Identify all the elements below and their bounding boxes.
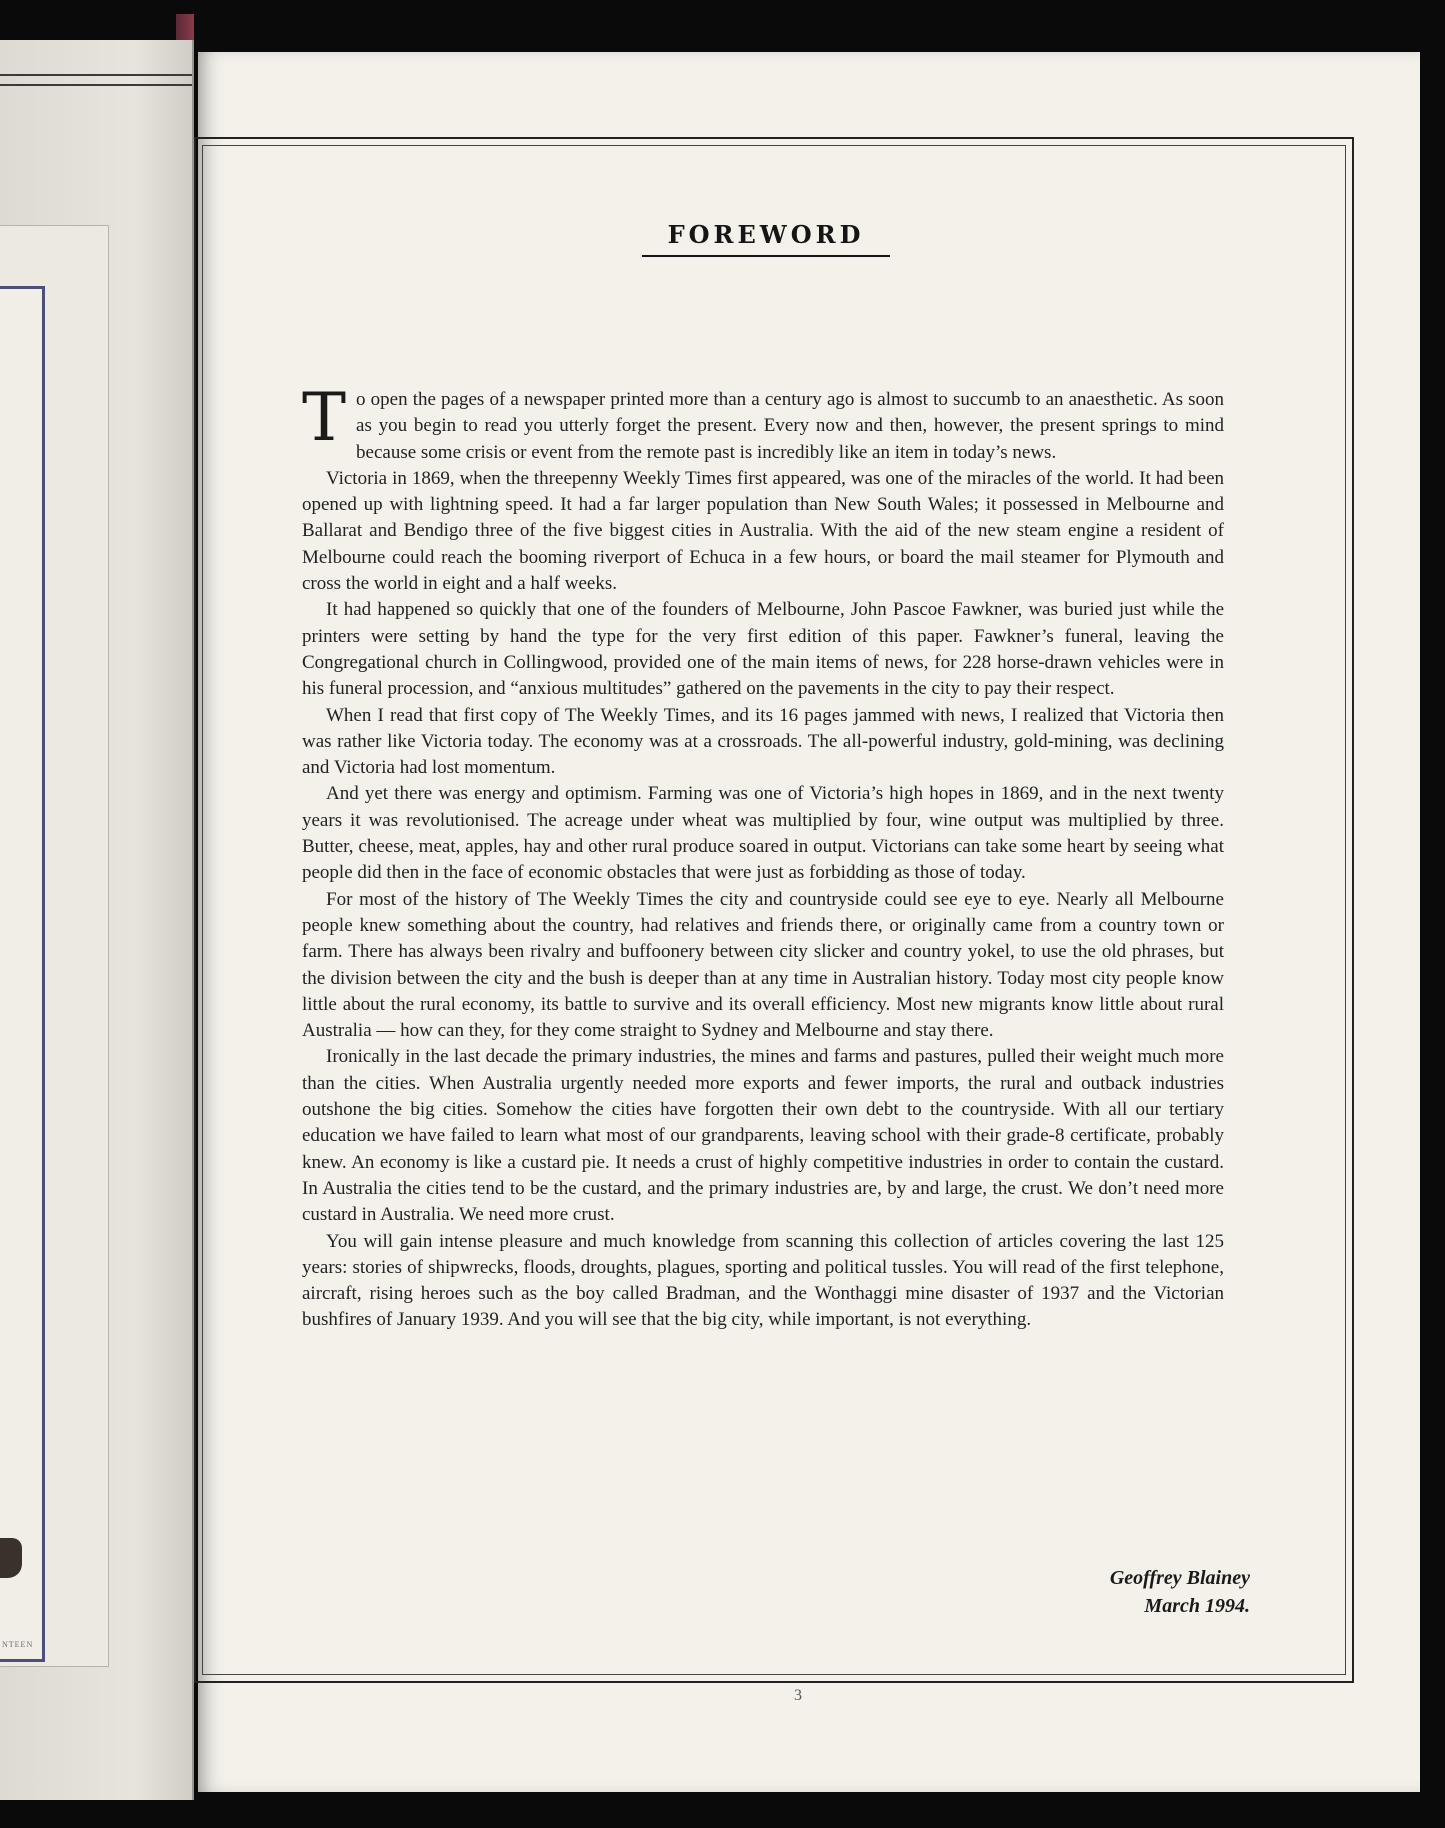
left-page-rule: [0, 74, 192, 76]
illustration-object: [0, 1538, 22, 1578]
paragraph-text: o open the pages of a newspaper printed more than a century ago is almost to succumb to an anaesthetic. As soon as you begin to read you utterly forget the present. Every now and then, however, the present springs to mind because some crisis or event from the remote past is incredibly like an item in today’s news.: [356, 389, 1224, 463]
right-page: [198, 52, 1420, 1792]
left-page-rule: [0, 84, 192, 86]
signature-block: [1110, 1564, 1250, 1620]
signature-date: March 1994.: [1144, 1595, 1250, 1617]
paragraph-6: For most of the history of The Weekly Times the city and countryside could see eye to eye. Nearly all Melbourne people knew something about the country, had relatives and friends there, or originally came from a country town or farm. There has always been rivalry and buffoonery between city slicker and country yokel, to use the old phrases, but the division between the city and the bush is deeper than at any time in Australian history. Today most city people know little about the rural economy, its battle to survive and its overall efficiency. Most new migrants know little about rural Australia — how can they, for they come straight to Sydney and Melbourne and stay there.: [302, 888, 1224, 1042]
paragraph-5: And yet there was energy and optimism. Farming was one of Victoria’s high hopes in 1869, and in the next twenty years it was revolutionised. The acreage under wheat was multiplied by four, wine output was multiplied by three. Butter, cheese, meat, apples, hay and other rural produce soared in output. Victorians can take some heart by seeing what people did then in the face of economic obstacles that were just as forbidding as those of today.: [302, 783, 1224, 884]
drop-cap: T: [302, 379, 347, 456]
left-page-caption: NTEEN: [2, 1640, 34, 1649]
illustration-frame: [0, 286, 45, 1662]
foreword-body: [302, 379, 1224, 1334]
paragraph-1: [302, 379, 1224, 466]
author-name: Geoffrey Blainey: [1109, 1567, 1250, 1589]
left-page-illustration: [0, 225, 109, 1667]
paragraph-2: Victoria in 1869, when the threepenny Weekly Times first appeared, was one of the miracles of the world. It had been opened up with lightning speed. It had a far larger population than New South Wales; it possessed in Melbourne and Ballarat and Bendigo three of the five biggest cities in Australia. With the aid of the new steam engine a resident of Melbourne could reach the booming riverport of Echuca in a few hours, or board the mail steamer for Plymouth and cross the world in eight and a half weeks.: [302, 467, 1224, 595]
paragraph-8: You will gain intense pleasure and much knowledge from scanning this collection of articles covering the last 125 years: stories of shipwrecks, floods, droughts, plagues, sporting and political tussles. You will read of the first telephone, aircraft, rising heroes such as the boy called Bradman, and the Wonthaggi mine disaster of 1937 and the Victorian bushfires of January 1939. And you will see that the big city, while important, is not everything.: [302, 1230, 1224, 1331]
left-page: [0, 40, 194, 1800]
paragraph-7: Ironically in the last decade the primary industries, the mines and farms and pastures, pulled their weight much more than the cities. When Australia urgently needed more exports and fewer imports, the rural and outback industries outshone the big cities. Somehow the cities have forgotten their own debt to the countryside. With all our tertiary education we have failed to learn what most of our grandparents, leaving school with their grade-8 certificate, probably knew. An economy is like a custard pie. It needs a crust of highly competitive industries in order to contain the custard. In Australia the cities tend to be the custard, and the primary industries are, by and large, the crust. We don’t need more custard in Australia. We need more crust.: [302, 1046, 1224, 1226]
page-number: 3: [794, 1687, 802, 1704]
paragraph-4: When I read that first copy of The Weekly Times, and its 16 pages jammed with news, I realized that Victoria then was rather like Victoria today. The economy was at a crossroads. The all-powerful industry, gold-mining, was declining and Victoria had lost momentum.: [302, 704, 1224, 779]
title-underline: [642, 255, 890, 257]
paragraph-3: It had happened so quickly that one of the founders of Melbourne, John Pascoe Fawkner, was buried just while the printers were setting by hand the type for the very first edition of this paper. Fawkner’s funeral, leaving the Congregational church in Collingwood, provided one of the main items of news, for 228 horse-drawn vehicles were in his funeral procession, and “anxious multitudes” gathered on the pavements in the city to pay their respect.: [302, 599, 1224, 700]
page-title: FOREWORD: [667, 220, 865, 249]
